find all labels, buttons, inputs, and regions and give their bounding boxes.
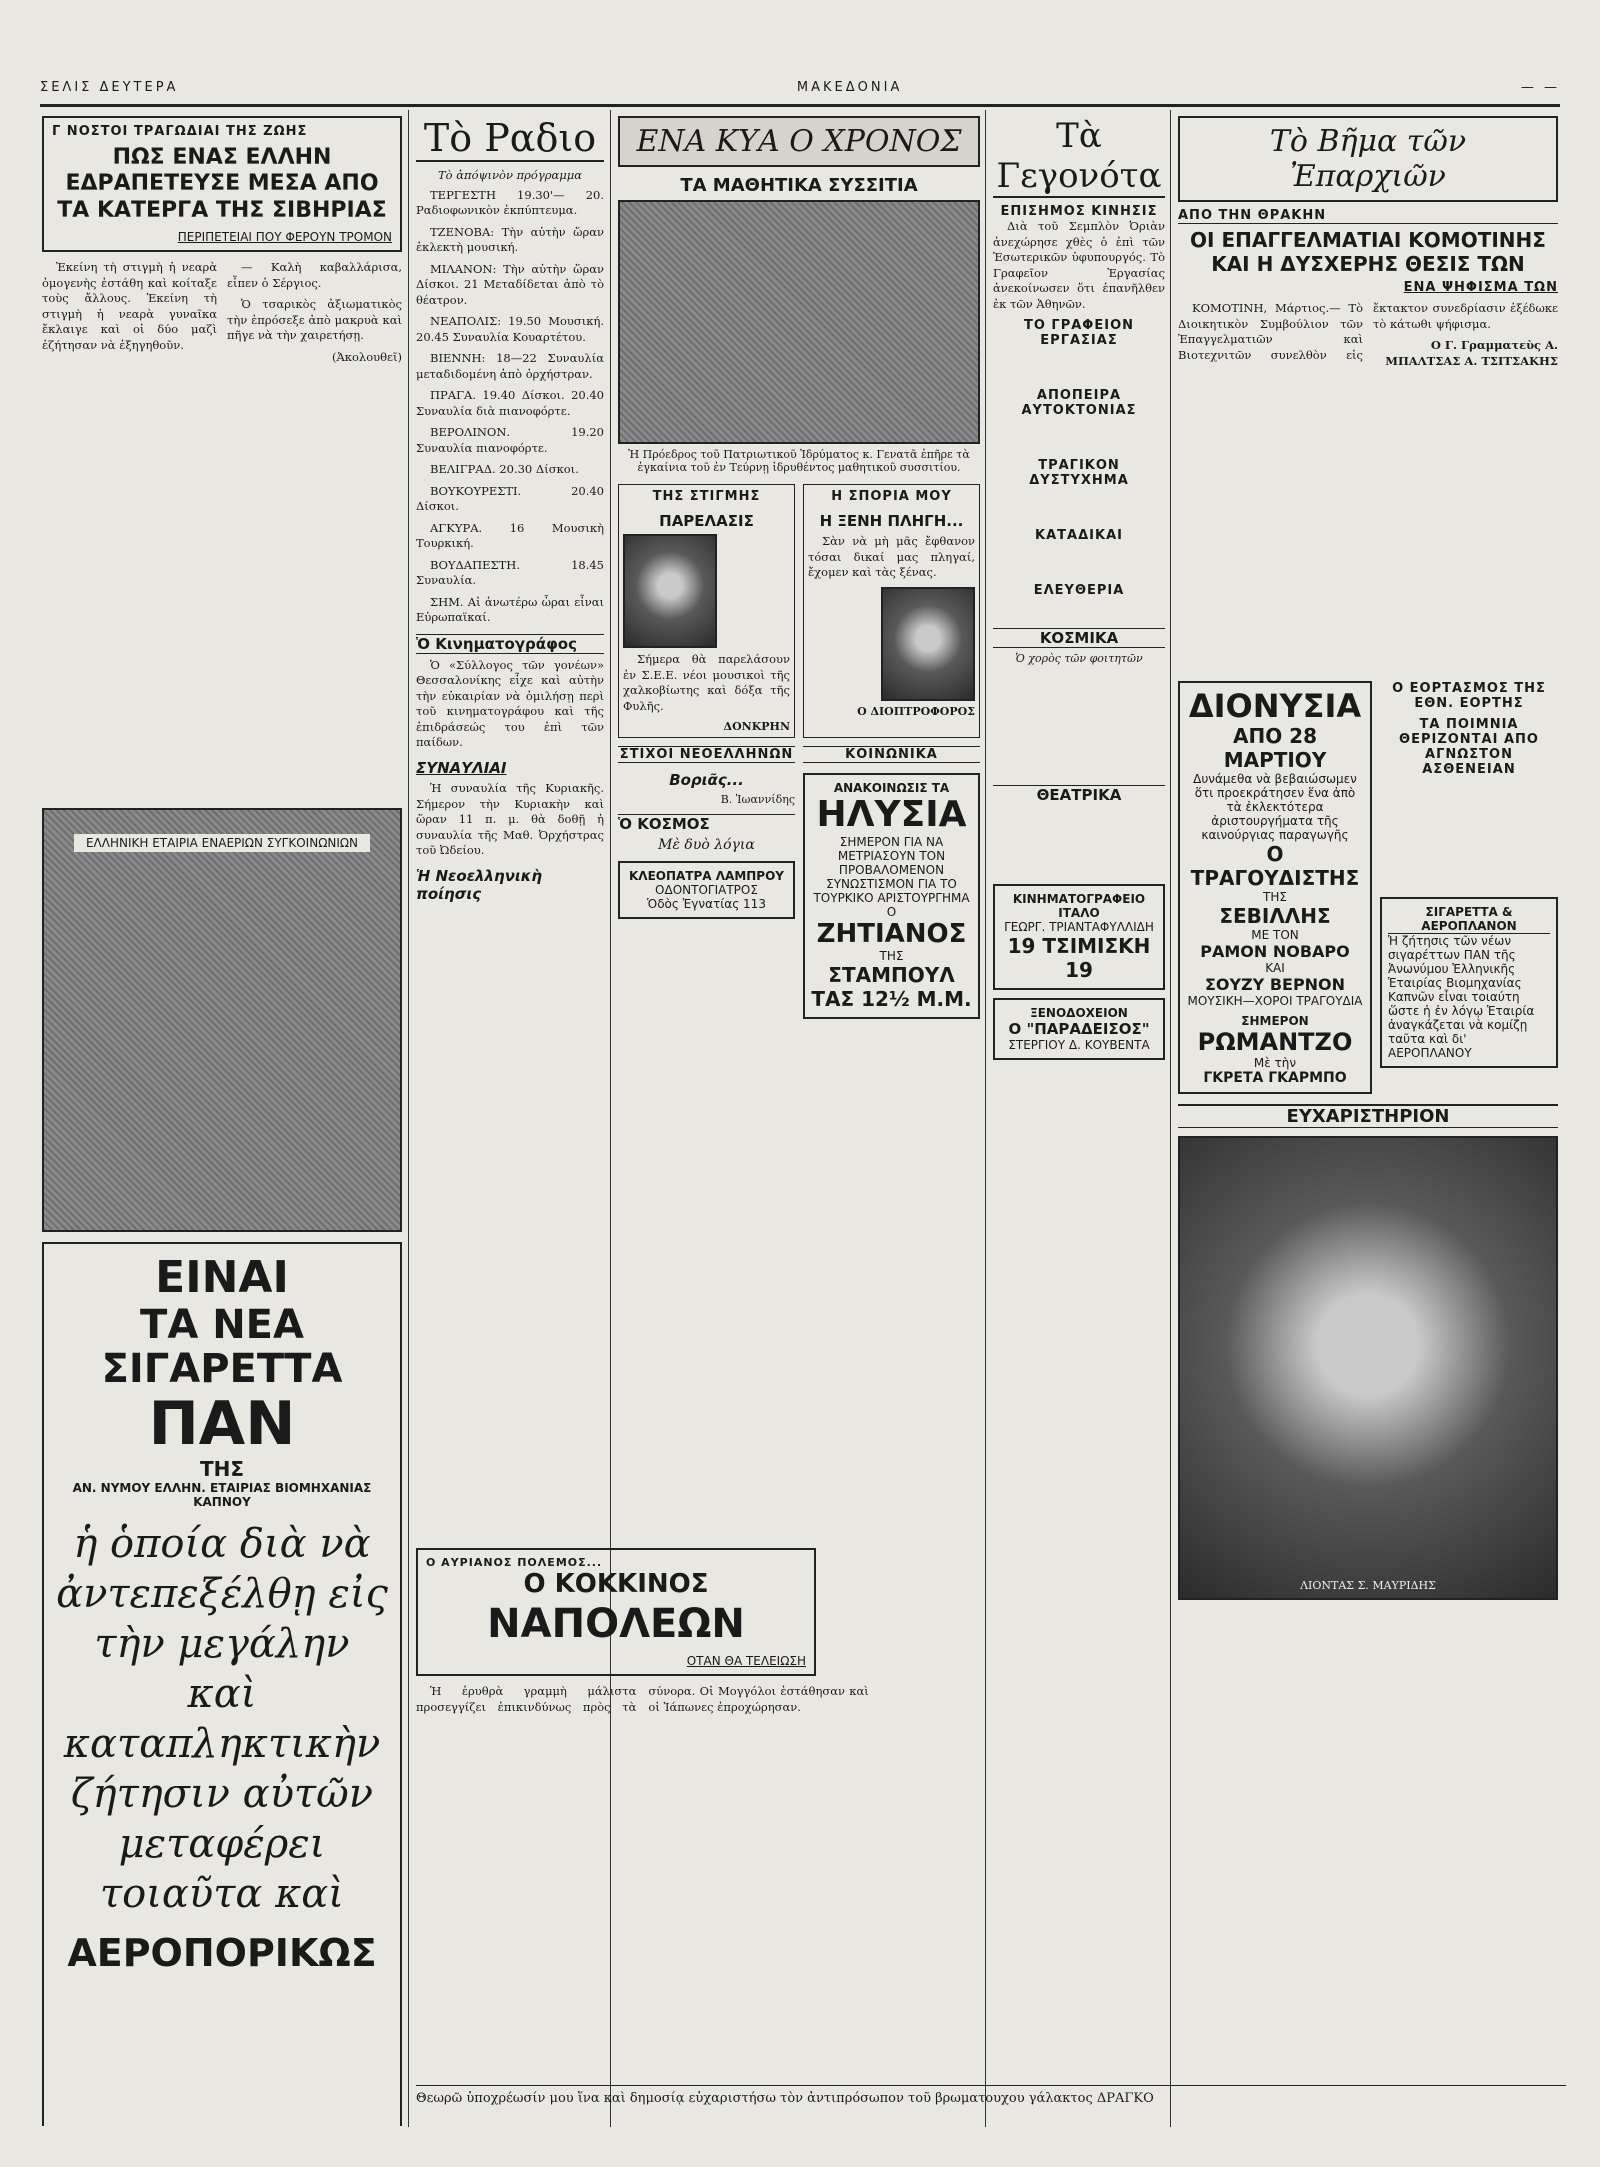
paragraph: Ἡ συναυλία τῆς Κυριακῆς. Σήμερον τὴν Κυριακὴν καὶ ὥραν 11 π. μ. θὰ δοθῇ ἡ συναυλία τῆς Μαθ. Ὀρχήστρας τοῦ Ὠδείου.	[416, 780, 604, 858]
news-head: ΑΠΟΠΕΙΡΑ ΑΥΤΟΚΤΟΝΙΑΣ	[1021, 388, 1137, 419]
ad-head: ΚΙΝΗΜΑΤΟΓΡΑΦΕΙΟ ΙΤΑΛΟ	[1012, 892, 1146, 921]
doctor-ad	[618, 861, 795, 919]
poems-block	[618, 746, 795, 1019]
radio-line: ΜΙΛΑΝΟΝ: Τὴν αὐτὴν ὥραν Δίσκοι. 21 Μεταδίδεται ἀπὸ τὸ θέατρον.	[416, 261, 604, 307]
kosmos-sub: Μὲ δυὸ λόγια	[658, 837, 755, 854]
news-section: ΘΕΑΤΡΙΚΑ	[993, 785, 1165, 804]
column-rule	[408, 110, 409, 2127]
column-sporia	[803, 484, 980, 738]
concert-body	[416, 781, 604, 859]
radio-line: ΒΕΛΙΓΡΑΔ. 20.30 Δίσκοι.	[430, 462, 579, 477]
thanks-head: ΕΥΧΑΡΙΣΤΗΡΙΟΝ	[1178, 1104, 1558, 1128]
radio-line: ΒΙΕΝΝΗ: 18—22 Συναυλία μεταδιδομένη ἀπὸ ὀρχήστραν.	[416, 351, 604, 381]
feature-banner	[618, 116, 980, 167]
running-head-left: ΣΕΛΙΣ ΔΕΥΤΕΡΑ	[40, 80, 179, 95]
ad-brand: ΠΑΝ	[148, 1388, 296, 1459]
paragraph: Ἡ ἐρυθρὰ γραμμὴ μάλιστα προσεγγίζει ἐπικινδύνως πρὸς τὰ σύνορα. Οἱ Μογγόλοι ἐστάθησαν καὶ οἱ Ἰάπωνες ἐπροχώρησαν.	[416, 1684, 869, 1714]
ad-today: ΣΗΜΕΡΟΝ	[1241, 1014, 1309, 1029]
headline: ΟΙ ΕΠΑΓΓΕΛΜΑΤΙΑΙ ΚΟΜΟΤΙΝΗΣ ΚΑΙ Η ΔΥΣΧΕΡΗΣ ΘΕΣΙΣ ΤΩΝ	[1190, 228, 1546, 276]
feature-title: ΤΑ ΜΑΘΗΤΙΚΑ ΣΥΣΣΙΤΙΑ	[680, 175, 918, 196]
running-head-center: ΜΑΚΕΔΟΝΙΑ	[796, 80, 903, 95]
column-body	[808, 534, 975, 581]
radio-line: ΑΓΚΥΡΑ. 16 Μουσικὴ Τουρκική.	[416, 520, 604, 551]
ad-city: ΣΕΒΙΛΛΗΣ	[1219, 904, 1331, 929]
poems-head: ΣΤΙΧΟΙ ΝΕΟΕΛΛΗΝΩΝ	[619, 747, 794, 763]
ad-date: 19 ΤΣΙΜΙΣΚΗ 19	[1007, 934, 1151, 983]
ad-company: ΑΝ. ΝΥΜΟΥ ΕΛΛΗΝ. ΕΤΑΙΡΙΑΣ ΒΙΟΜΗΧΑΝΙΑΣ ΚΑΠΝΟΥ	[72, 1480, 372, 1509]
paragraph: Ἐκείνη τὴ στιγμὴ ἡ νεαρὰ ὁμογενὴς ἐστάθη καὶ κοίταξε τοὺς ἄλλους. Ἐκείνη τὴ στιγμὴ ἡ νεαρὰ γυναῖκα ἔκλαιγε καὶ οἱ δύο μαζὶ ἐζήτησαν νὰ ἐξηγηθοῦν.	[42, 260, 217, 352]
doctor-name: ΚΛΕΟΠΑΤΡΑ ΛΑΜΠΡΟΥ	[628, 869, 784, 884]
photo-caption: ΕΛΛΗΝΙΚΗ ΕΤΑΙΡΙΑ ΕΝΑΕΡΙΩΝ ΣΥΓΚΟΙΝΩΝΙΩΝ	[74, 834, 370, 852]
paragraph: Διὰ τοῦ Σεμπλὸν Ὀριὰν ἀνεχώρησε χθὲς ὁ ἐπὶ τῶν Ἐσωτερικῶν ὑφυπουργός. Τὸ Γραφεῖον Ἐργασίας ἀνεκοίνωσεν ὅτι ἐπανῆλθεν ἐκ τῶν Ἀθηνῶν.	[993, 219, 1165, 311]
caricature	[623, 534, 717, 648]
italo-ad	[993, 884, 1165, 990]
ilysia-block	[803, 746, 980, 1019]
radio-line: ΒΟΥΚΟΥΡΕΣΤΙ. 20.40 Δίσκοι.	[416, 483, 604, 514]
hotel-head: ΞΕΝΟΔΟΧΕΙΟΝ	[1030, 1006, 1128, 1021]
signature: Ο ΔΙΟΠΤΡΟΦΟΡΟΣ	[857, 704, 975, 718]
column-title: Η ΞΕΝΗ ΠΛΗΓΗ...	[819, 512, 964, 530]
province-body	[1178, 301, 1558, 681]
columns-pair-2	[618, 746, 980, 1019]
child-photo	[1178, 1136, 1558, 1600]
radio-line: ΠΡΑΓΑ. 19.40 Δίσκοι. 20.40 Συναυλία διὰ πιανοφόρτε.	[416, 388, 604, 418]
news-head: ΚΑΤΑΔΙΚΑΙ	[1035, 528, 1123, 544]
column-label: ΤΗΣ ΣΤΙΓΜΗΣ	[652, 489, 761, 504]
headline-line: Ο ΚΟΚΚΙΝΟΣ	[523, 1569, 709, 1599]
lower-headline	[426, 1556, 806, 1668]
column-1	[42, 116, 402, 2126]
ad-date: ΑΠΟ 28 ΜΑΡΤΙΟΥ	[1223, 724, 1327, 773]
ad-cinema: ΔΙΟΝΥΣΙΑ	[1188, 687, 1362, 725]
ad-bottom: ΑΕΡΟΠΟΡΙΚΩΣ	[67, 1930, 377, 1975]
story-box	[42, 116, 402, 252]
paragraph: Ὁ τσαρικὸς ἀξιωματικὸς τὴν ἐπρόσεξε ἀπὸ μακρυὰ καὶ πῆγε νὰ τὴν χαιρετήσῃ.	[227, 297, 402, 343]
section-heading: ΣΥΝΑΥΛΙΑΙ	[416, 758, 507, 777]
radio-line: ΝΕΑΠΟΛΙΣ: 19.50 Μουσική. 20.45 Συναυλία Κουαρτέτου.	[416, 314, 604, 344]
signature: Ο Γ. Γραμματεὺς Α. ΜΠΑΛΤΣΑΣ Α. ΤΣΙΤΣΑΚΗΣ	[1385, 338, 1558, 368]
signature: ΔΟΝΚΡΗΝ	[723, 720, 790, 734]
column-title: ΠΑΡΕΛΑΣΙΣ	[659, 512, 754, 530]
ad-and: ΚΑΙ	[1265, 961, 1285, 976]
ad-film: ΡΩΜΑΝΤΖΟ	[1197, 1028, 1353, 1057]
paragraph: — Καλὴ καβαλλάρισα, εἶπεν ὁ Σέργιος.	[227, 260, 402, 290]
radio-programme	[416, 168, 604, 626]
ad-title: ΑΝΑΚΟΙΝΩΣΙΣ ΤΑ	[833, 781, 950, 796]
lower-story	[416, 1548, 1566, 2108]
radio-line: ΤΖΕΝΟΒΑ: Τὴν αὐτὴν ὥραν ἐκλεκτὴ μουσική.	[416, 224, 604, 255]
running-head	[40, 80, 1560, 95]
ad-with: ΜΕ ΤΟΝ	[1251, 928, 1299, 943]
hotel-name: Ο "ΠΑΡΑΔΕΙΣΟΣ"	[1008, 1020, 1150, 1039]
doctor-address: Ὁδὸς Ἐγνατίας 113	[647, 897, 766, 912]
right-side	[1380, 681, 1558, 1094]
column-3	[618, 116, 980, 1536]
ad-star: ΡΑΜΟΝ ΝΟΒΑΡΟ	[1200, 942, 1350, 962]
news-section: ΚΟΣΜΙΚΑ	[993, 628, 1165, 648]
doctor-role: ΟΔΟΝΤΟΓΙΑΤΡΟΣ	[655, 883, 758, 898]
radio-line: ΒΟΥΔΑΠΕΣΤΗ. 18.45 Συναυλία.	[416, 557, 604, 588]
dionysia-ad	[1178, 681, 1372, 1094]
cinema-body	[416, 658, 604, 751]
column-4	[993, 116, 1165, 1536]
ad-text: Δυνάμεθα νὰ βεβαιώσωμεν ὅτι προεκράτησεν ἕνα ἀπὸ τὰ ἐκλεκτότερα ἀριστουργήματα τῆς καινούργιας παραγωγῆς	[1193, 772, 1357, 843]
cigarette-plane-ad	[1380, 897, 1558, 1068]
ad-script: ἡ ὁποία διὰ νὰ ἀντεπεξέλθῃ εἰς τὴν μεγάλην καὶ καταπληκτικὴν ζήτησιν αὐτῶν μεταφέρει τοιαῦτα καὶ	[56, 1520, 388, 1917]
lower-sub: ΟΤΑΝ ΘΑ ΤΕΛΕΙΩΣΗ	[686, 1654, 806, 1669]
festival-head: Ο ΕΟΡΤΑΣΜΟΣ ΤΗΣ ΕΘΝ. ΕΟΡΤΗΣ	[1392, 681, 1546, 711]
ad-music: ΜΟΥΣΙΚΗ—ΧΟΡΟΙ ΤΡΑΓΟΥΔΙΑ	[1187, 994, 1363, 1009]
ad-line: ΤΑ ΝΕΑ ΣΙΓΑΡΕΤΤΑ	[101, 1301, 343, 1392]
cigarette-ad	[42, 1242, 402, 2126]
article-body	[42, 260, 402, 800]
column-body	[623, 652, 790, 714]
festival-sub: ΤΑ ΠΟΙΜΝΙΑ ΘΕΡΙΖΟΝΤΑΙ ΑΠΟ ΑΓΝΩΣΤΟΝ ΑΣΘΕΝΕΙΑΝ	[1399, 717, 1539, 777]
ad-time: ΤΑΣ 12½ Μ.Μ.	[811, 986, 972, 1011]
headline-line: ΝΑΠΟΛΕΩΝ	[487, 1601, 745, 1648]
hotel-owner: ΣΤΕΡΓΙΟΥ Δ. ΚΟΥΒΕΝΤΑ	[1008, 1038, 1150, 1053]
ad-star: ΓΚΡΕΤΑ ΓΚΑΡΜΠΟ	[1203, 1070, 1347, 1087]
ad-star: ΣΟΥΖΥ ΒΕΡΝΟΝ	[1204, 975, 1346, 995]
section-heading: Ἡ Νεοελληνικὴ ποίησις	[416, 866, 543, 903]
banner-title: ΕΝΑ ΚΥΑ Ο ΧΡΟΝΟΣ	[636, 124, 962, 159]
provinces-masthead: Τὸ Βῆμα τῶν Ἐπαρχιῶν	[1269, 124, 1467, 194]
poem-signature: Β. Ἰωαννίδης	[720, 793, 795, 807]
paragraph: Ὁ «Σύλλογος τῶν γονέων» Θεσσαλονίκης εἶχε καὶ αὐτὴν τὴν εὐκαιρίαν νὰ ὁμιλήσῃ περὶ τοῦ κινηματογράφου καὶ τῆς ἐπιδράσεώς του ἐπὶ τῶν παίδων.	[416, 657, 604, 750]
paragraph: Σὰν νὰ μὴ μᾶς ἔφθανον τόσαι δικαί μας πληγαί, ἔχομεν καὶ τὰς ξένας.	[808, 534, 975, 580]
news-head: ΕΛΕΥΘΕΡΙΑ	[1033, 583, 1125, 599]
radio-masthead: Τὸ Ραδιο	[416, 116, 604, 162]
ad-of: ΤΗΣ	[1263, 890, 1287, 905]
ad-with: Μὲ τὴν	[1253, 1056, 1297, 1071]
right-lower	[1178, 681, 1558, 1094]
columns-pair	[618, 484, 980, 738]
lower-headline-box	[416, 1548, 816, 1676]
paragraph: ΚΟΜΟΤΙΝΗ, Μάρτιος.— Τὸ Διοικητικὸν Συμβούλιον τῶν Ἐπαγγελματιῶν καὶ Βιοτεχνιτῶν συνελθὸν εἰς ἔκτακτον συνεδρίασιν ἐξέδωκε τὸ κάτωθι ψήφισμα.	[1178, 301, 1558, 362]
paragraph: Σήμερα θὰ παρελάσουν ἐν Σ.Ε.Ε. νέοι μουσικοὶ τῆς χαλκοβίωτης καὶ δόξα τῆς Φυλῆς.	[623, 652, 790, 713]
kicker: Γ ΝΟΣΤΟΙ ΤΡΑΓΩΔΙΑΙ ΤΗΣ ΖΩΗΣ	[52, 124, 308, 139]
section-heading: Ὁ Κινηματογράφος	[416, 634, 604, 654]
poem-title: Βοριᾶς...	[669, 771, 744, 790]
ad-of: ΤΗΣ	[879, 948, 904, 963]
cig-head: ΣΙΓΑΡΕΤΤΑ & ΑΕΡΟΠΛΑΝΟΝ	[1388, 905, 1550, 934]
kosmos-head: Ὁ ΚΟΣΜΟΣ	[618, 814, 795, 833]
column-stigmis	[618, 484, 795, 738]
hotel-ad	[993, 998, 1165, 1060]
radio-line: ΒΕΡΟΛΙΝΟΝ. 19.20 Συναυλία πιανοφόρτε.	[416, 425, 604, 455]
airplane-photo	[42, 808, 402, 1232]
news-head: ΕΠΙΣΗΜΟΣ ΚΙΝΗΣΙΣ	[1000, 204, 1158, 219]
ad-line: ΤΗΣ	[199, 1456, 245, 1481]
ad-film: ΖΗΤΙΑΝΟΣ	[816, 918, 967, 949]
photo-caption: ΛΙΟΝΤΑΣ Σ. ΜΑΥΡΙΔΗΣ	[1300, 1579, 1436, 1593]
group-photo	[618, 200, 980, 444]
cig-text: Ἡ ζήτησις τῶν νέων σιγαρέττων ΠΑΝ τῆς Ἀνωνύμου Ἑλληνικῆς Ἑταιρίας Βιομηχανίας Καπνῶν εἶναι τοιαύτη ὥστε ἡ ἐν λόγῳ Ἑταιρία ἀναγκάζεται νὰ κομίζῃ ταῦτα καὶ δι' ΑΕΡΟΠΛΑΝΟΥ	[1388, 934, 1535, 1060]
ad-city: ΣΤΑΜΠΟΥΛ	[828, 962, 955, 987]
programme-title: Τὸ ἀπόψινὸν πρόγραμμα	[438, 168, 582, 182]
radio-line: ΤΕΡΓΕΣΤΗ 19.30'— 20. Ραδιοφωνικὸν ἐκπύπτευμα.	[416, 187, 604, 218]
thanks-text: Θεωρῶ ὑποχρέωσίν μου ἵνα καὶ δημοσίᾳ εὐχαριστήσω τὸν ἀντιπρόσωπον τοῦ βρωματουχου γάλακτος ΔΡΑΓΚΟ	[416, 2085, 1566, 2108]
running-head-right: — —	[1520, 80, 1560, 95]
top-rule	[40, 104, 1560, 107]
provinces-masthead-box	[1178, 116, 1558, 202]
ad-line: ΕΙΝΑΙ	[155, 1252, 289, 1304]
photo-caption: Ἡ Πρόεδρος τοῦ Πατριωτικοῦ Ἱδρύματος κ. Γενατᾶ ἐπῆρε τὰ ἐγκαίνια τοῦ ἐν Τεύρνῃ ἱδρυθέντος μαθητικοῦ συσσιτίου.	[628, 448, 970, 474]
lower-kicker: Ο ΑΥΡΙΑΝΟΣ ΠΟΛΕΜΟΣ...	[426, 1556, 603, 1569]
radio-note: ΣΗΜ. Αἱ ἀνωτέρω ὧραι εἶναι Εὐρωπαϊκαί.	[416, 594, 604, 625]
ad-film: Ο ΤΡΑΓΟΥΔΙΣΤΗΣ	[1190, 842, 1360, 891]
ad-cinema: ΗΛΥΣΙΑ	[816, 794, 967, 836]
news-body	[993, 219, 1165, 312]
column-label: Η ΣΠΟΡΙΑ ΜΟΥ	[831, 489, 952, 504]
subheadline: ΠΕΡΙΠΕΤΕΙΑΙ ΠΟΥ ΦΕΡΟΥΝ ΤΡΟΜΟΝ	[177, 230, 392, 245]
news-head: ΤΟ ΓΡΑΦΕΙΟΝ ΕΡΓΑΣΙΑΣ	[1023, 318, 1135, 349]
continued-note: (Ἀκολουθεῖ)	[332, 349, 402, 364]
headline: ΠΩΣ ΕΝΑΣ ΕΛΛΗΝ ΕΔΡΑΠΕΤΕΥΣΕ ΜΕΣΑ ΑΠΟ ΤΑ ΚΑΤΕΡΓΑ ΤΗΣ ΣΙΒΗΡΙΑΣ	[57, 145, 387, 223]
koinonika-head: ΚΟΙΝΩΝΙΚΑ	[803, 746, 980, 763]
caricature	[881, 587, 975, 701]
ilysia-ad	[803, 773, 980, 1019]
ad-name: ΓΕΩΡΓ. ΤΡΙΑΝΤΑΦΥΛΛΙΔΗ	[1004, 920, 1154, 935]
from-label: ΑΠΟ ΤΗΝ ΘΡΑΚΗΝ	[1178, 208, 1558, 224]
news-subhead: Ὁ χορὸς τῶν φοιτητῶν	[1015, 652, 1143, 666]
subheadline: ΕΝΑ ΨΗΦΙΣΜΑ ΤΩΝ	[1403, 280, 1558, 295]
news-masthead: Τὰ Γεγονότα	[993, 116, 1165, 198]
lower-body	[416, 1684, 1566, 2104]
ad-text: ΣΗΜΕΡΟΝ ΓΙΑ ΝΑ ΜΕΤΡΙΑΣΟΥΝ ΤΟΝ ΠΡΟΒΑΛΟΜΕΝΟΝ ΣΥΝΩΣΤΙΣΜΟΝ ΓΙΑ ΤΟ ΤΟΥΡΚΙΚΟ ΑΡΙΣΤΟΥΡΓΗΜΑ Ο	[813, 834, 970, 919]
news-head: ΤΡΑΓΙΚΟΝ ΔΥΣΤΥΧΗΜΑ	[1029, 458, 1129, 489]
